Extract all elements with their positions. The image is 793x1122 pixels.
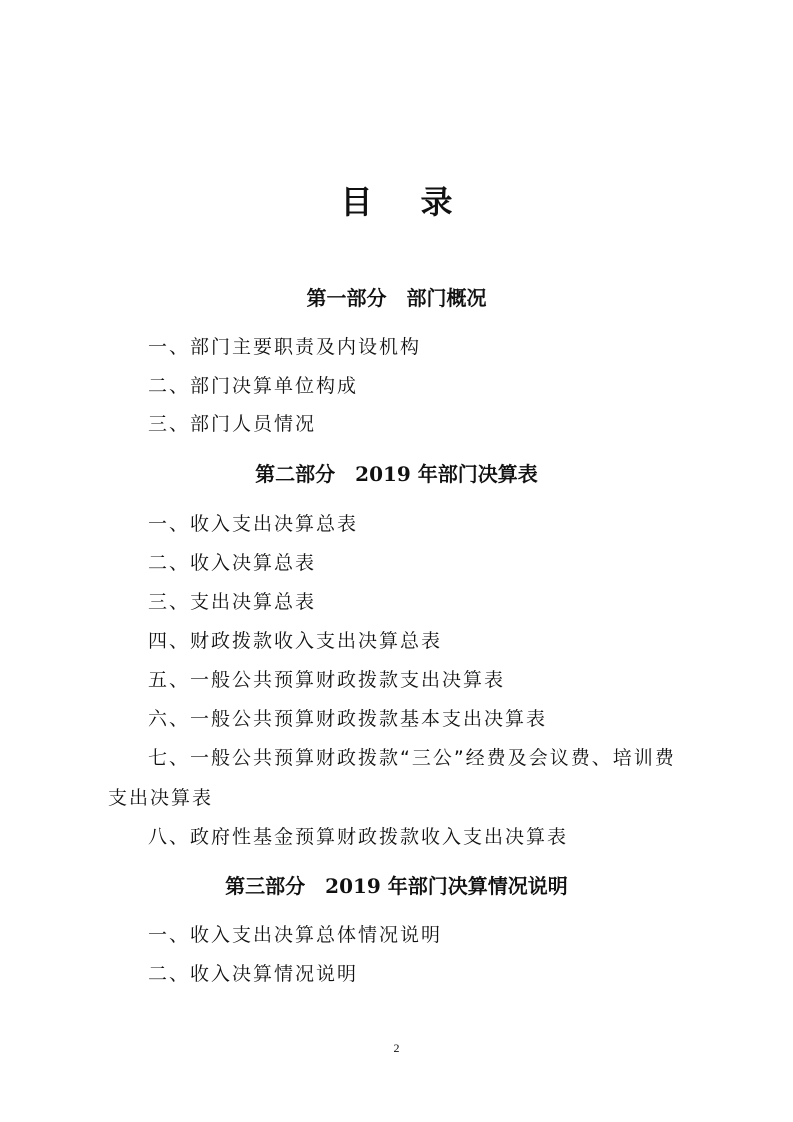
toc-item: 一、收入支出决算总表 bbox=[148, 513, 359, 535]
toc-item: 三、部门人员情况 bbox=[148, 413, 317, 435]
section-heading-part-2: 第二部分 2019 年部门决算表 bbox=[255, 462, 538, 486]
toc-item: 八、政府性基金预算财政拨款收入支出决算表 bbox=[148, 826, 569, 848]
toc-item: 一、部门主要职责及内设机构 bbox=[148, 336, 422, 358]
toc-item: 二、收入决算总表 bbox=[148, 552, 317, 574]
toc-item: 三、支出决算总表 bbox=[148, 591, 317, 613]
section-heading-part-1: 第一部分 部门概况 bbox=[306, 286, 487, 310]
toc-item-continuation: 支出决算表 bbox=[108, 787, 214, 809]
toc-item: 七、一般公共预算财政拨款“三公”经费及会议费、培训费 bbox=[148, 747, 676, 769]
toc-item: 五、一般公共预算财政拨款支出决算表 bbox=[148, 669, 506, 691]
page-number: 2 bbox=[393, 1041, 400, 1055]
toc-item: 六、一般公共预算财政拨款基本支出决算表 bbox=[148, 708, 548, 730]
toc-item: 一、收入支出决算总体情况说明 bbox=[148, 924, 443, 946]
toc-title: 目录 bbox=[340, 183, 501, 221]
toc-item: 二、收入决算情况说明 bbox=[148, 963, 359, 985]
toc-item: 二、部门决算单位构成 bbox=[148, 375, 359, 397]
toc-item: 四、财政拨款收入支出决算总表 bbox=[148, 630, 443, 652]
section-heading-part-3: 第三部分 2019 年部门决算情况说明 bbox=[225, 874, 568, 898]
